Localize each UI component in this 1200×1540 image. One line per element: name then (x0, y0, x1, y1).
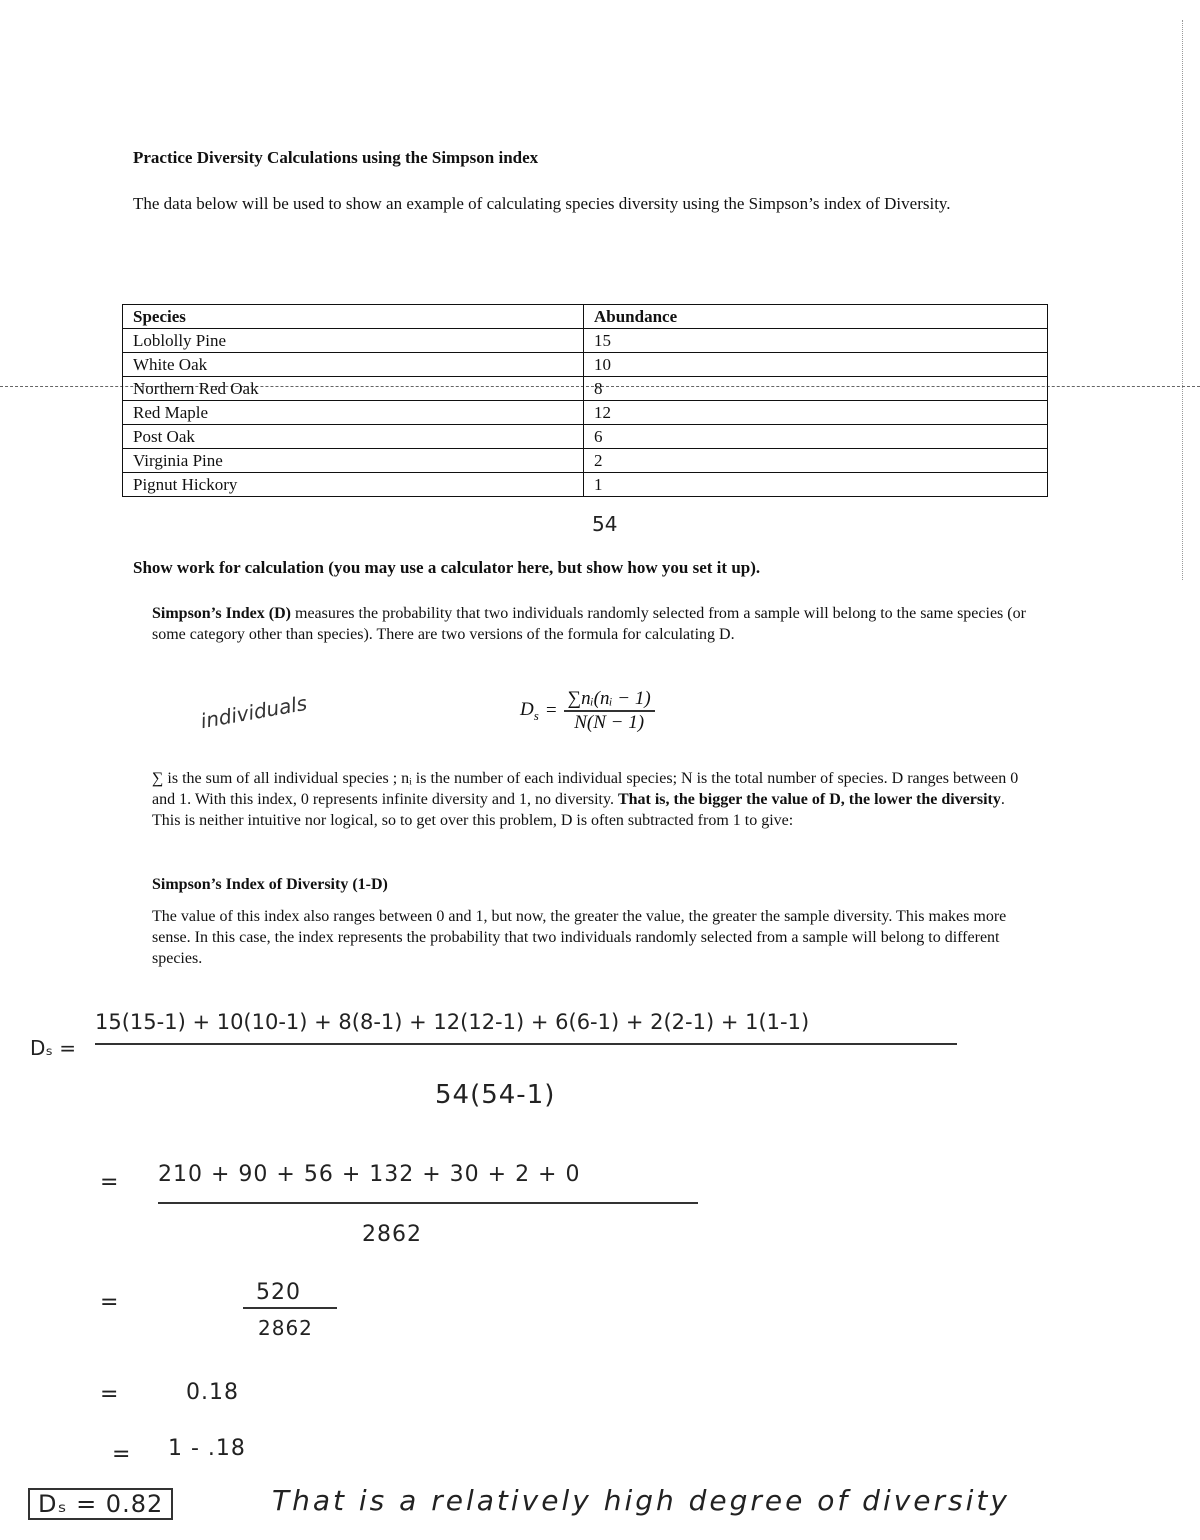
simpson-index-paragraph (152, 603, 1032, 645)
intro-paragraph: The data below will be used to show an example of calculating species diversity using the Simpson’s index of Diversity. (133, 194, 951, 213)
page-title: Practice Diversity Calculations using the Simpson index (133, 148, 539, 167)
simpson-formula: $D_s$ = ∑nᵢ(nᵢ − 1) N(N − 1) (520, 688, 655, 734)
table-row (123, 473, 1048, 497)
step1-fraction-line (95, 1043, 957, 1045)
step4-equals: = (100, 1382, 120, 1407)
definition-bold: That is, the bigger the value of D, the lower the diversity (617, 791, 1001, 808)
abundance-value: 15 (584, 329, 1048, 353)
formula-numerator: ∑nᵢ(nᵢ − 1) (567, 688, 651, 709)
step1-numerator: 15(15-1) + 10(10-1) + 8(8-1) + 12(12-1) + 6(6-1) + 2(2-1) + 1(1-1) (95, 1010, 810, 1034)
species-table (122, 304, 1048, 497)
final-note: That is a relatively high degree of diversity (272, 1484, 1010, 1517)
abundance-value: 8 (584, 377, 1048, 401)
simpson-index-desc: measures the probability that two individuals randomly selected from a sample will belong to the same species (or some category other than species). There are two versions of the formula for calculating D. (152, 605, 1026, 643)
diversity-subheading: Simpson’s Index of Diversity (1-D) (152, 876, 388, 893)
show-work-heading: Show work for calculation (you may use a calculator here, but show how you set it up). (133, 558, 761, 577)
table-header-row (123, 305, 1048, 329)
abundance-value: 6 (584, 425, 1048, 449)
species-name: Northern Red Oak (123, 377, 584, 401)
species-name: White Oak (123, 353, 584, 377)
final-answer-box: Dₛ = 0.82 (28, 1488, 173, 1520)
step1-denominator: 54(54-1) (435, 1080, 556, 1110)
table-row (123, 377, 1048, 401)
abundance-value: 10 (584, 353, 1048, 377)
table-row (123, 425, 1048, 449)
abundance-value: 2 (584, 449, 1048, 473)
step5-value: 1 - .18 (168, 1436, 246, 1461)
table-row (123, 353, 1048, 377)
handwritten-annotation: individuals (198, 690, 309, 734)
step2-denominator: 2862 (362, 1222, 422, 1247)
table-row (123, 329, 1048, 353)
step2-fraction-line (158, 1202, 698, 1204)
step3-numerator: 520 (256, 1280, 301, 1305)
step2-numerator: 210 + 90 + 56 + 132 + 30 + 2 + 0 (158, 1162, 581, 1187)
handwritten-total: 54 (592, 512, 618, 536)
header-abundance: Abundance (584, 305, 1048, 329)
diversity-paragraph: The value of this index also ranges between 0 and 1, but now, the greater the value, the greater the sample diversity. This makes more sense. In this case, the index represents the probability that two individuals randomly selected from a sample will belong to different species. (152, 908, 1007, 967)
table-row (123, 449, 1048, 473)
step5-equals: = (112, 1442, 132, 1467)
step2-equals: = (100, 1170, 120, 1195)
step3-fraction-line (243, 1307, 337, 1309)
formula-denominator: N(N − 1) (574, 712, 645, 733)
species-name: Loblolly Pine (123, 329, 584, 353)
abundance-value: 1 (584, 473, 1048, 497)
abundance-value: 12 (584, 401, 1048, 425)
simpson-index-term: Simpson’s Index (D) (152, 605, 291, 622)
step3-equals: = (100, 1290, 120, 1315)
table-row (123, 401, 1048, 425)
step4-value: 0.18 (186, 1380, 239, 1405)
species-name: Red Maple (123, 401, 584, 425)
scan-right-edge (1182, 20, 1183, 580)
definition-start: ∑ is the sum of all individual species ; nᵢ is the number of each individual species; N is the total number of species. D ranges between 0 and 1. With this index, 0 represents infinite diversity and 1, no diversity. (152, 770, 1019, 808)
definition-end: . This is neither intuitive nor logical, so to get over this problem, D is often subtracted from 1 to give: (152, 791, 1005, 829)
step3-denominator: 2862 (258, 1316, 313, 1340)
species-name: Pignut Hickory (123, 473, 584, 497)
formula-lhs: $D_s$ (520, 698, 539, 723)
definition-paragraph (152, 768, 1032, 831)
ds-label: Dₛ = (30, 1036, 76, 1060)
species-name: Virginia Pine (123, 449, 584, 473)
header-species: Species (123, 305, 584, 329)
species-name: Post Oak (123, 425, 584, 449)
